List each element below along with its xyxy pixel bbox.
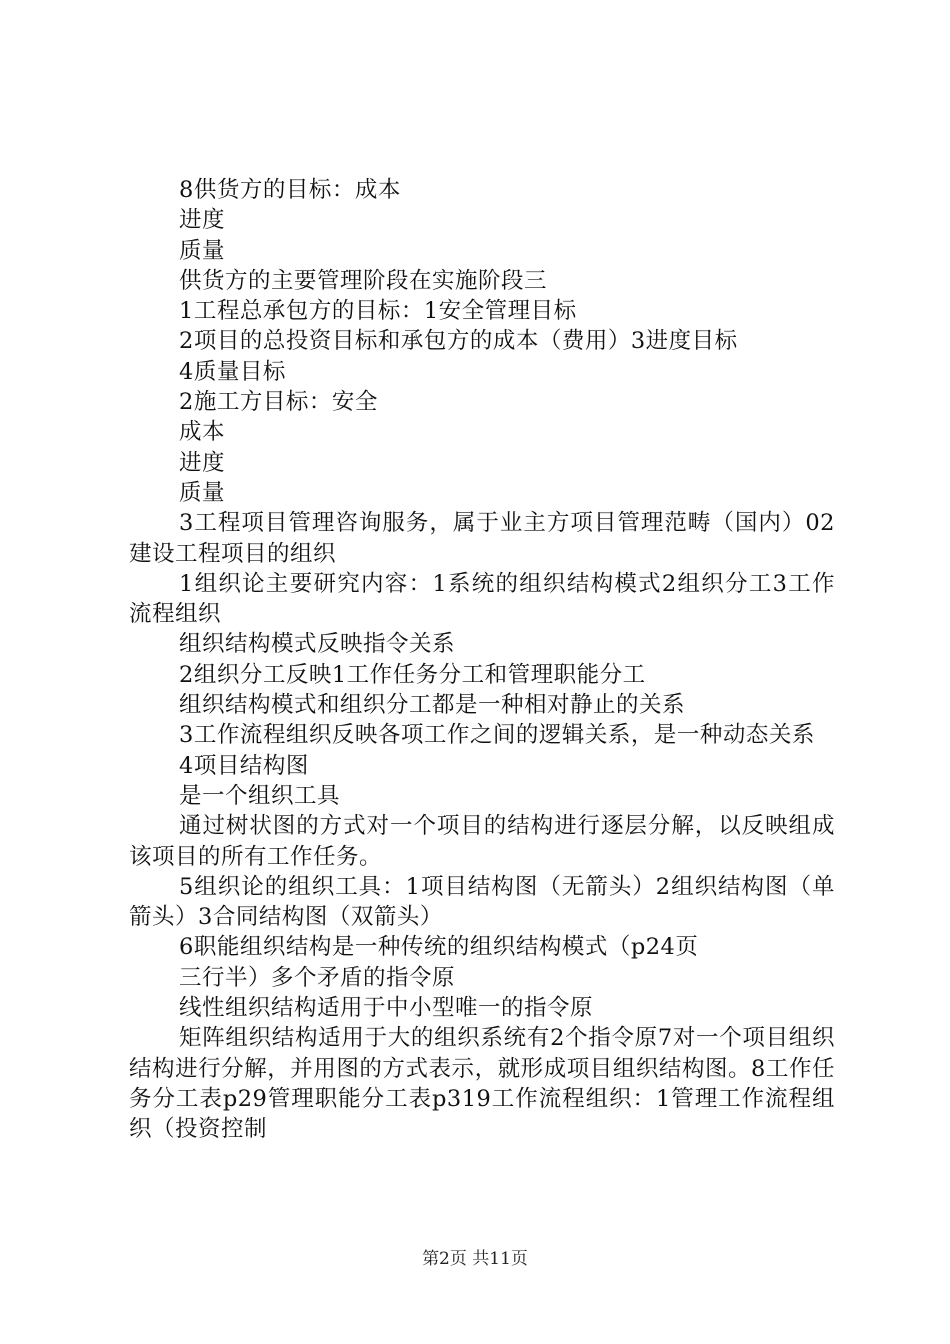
paragraph: 矩阵组织结构适用于大的组织系统有2个指令原7对一个项目组织结构进行分解，并用图的方式表示，就形成项目组织结构图。8工作任务分工表p29管理职能分工表p319工作流程组织：1管理工作流程组织（投资控制: [129, 1025, 835, 1143]
paragraph: 1工程总承包方的目标：1安全管理目标: [179, 298, 577, 325]
paragraph: 2组织分工反映1工作任务分工和管理职能分工: [179, 661, 646, 688]
paragraph: 6职能组织结构是一种传统的组织结构模式（p24页: [179, 934, 699, 961]
paragraph: 质量: [179, 237, 226, 264]
paragraph: 2项目的总投资目标和承包方的成本（费用）3进度目标: [179, 328, 738, 355]
paragraph: 4质量目标: [179, 358, 286, 385]
paragraph: 通过树状图的方式对一个项目的结构进行逐层分解，以反映组成该项目的所有工作任务。: [129, 813, 835, 870]
paragraph: 8供货方的目标：成本: [179, 177, 401, 203]
paragraph: 3工作流程组织反映各项工作之间的逻辑关系，是一种动态关系: [179, 722, 815, 749]
page-number-footer: 第2页 共11页: [422, 1249, 528, 1269]
paragraph: 4项目结构图: [179, 752, 309, 779]
document-body: [129, 175, 835, 1145]
paragraph: 5组织论的组织工具：1项目结构图（无箭头）2组织结构图（单箭头）3合同结构图（双箭头）: [129, 873, 835, 931]
paragraph: 成本: [179, 419, 226, 446]
paragraph: 3工程项目管理咨询服务，属于业主方项目管理范畴（国内）02建设工程项目的组织: [129, 510, 835, 567]
paragraph: 进度: [179, 207, 226, 234]
paragraph: 1组织论主要研究内容：1系统的组织结构模式2组织分工3工作流程组织: [129, 570, 835, 628]
paragraph: 进度: [179, 449, 226, 476]
paragraph: 组织结构模式反映指令关系: [179, 631, 456, 658]
paragraph: 线性组织结构适用于中小型唯一的指令原: [179, 995, 594, 1022]
paragraph: 是一个组织工具: [179, 782, 341, 809]
paragraph: 质量: [179, 479, 226, 506]
paragraph: 三行半）多个矛盾的指令原: [179, 964, 456, 991]
paragraph: 供货方的主要管理阶段在实施阶段三: [179, 267, 548, 294]
paragraph: 组织结构模式和组织分工都是一种相对静止的关系: [179, 692, 686, 719]
paragraph: 2施工方目标：安全: [179, 389, 378, 416]
